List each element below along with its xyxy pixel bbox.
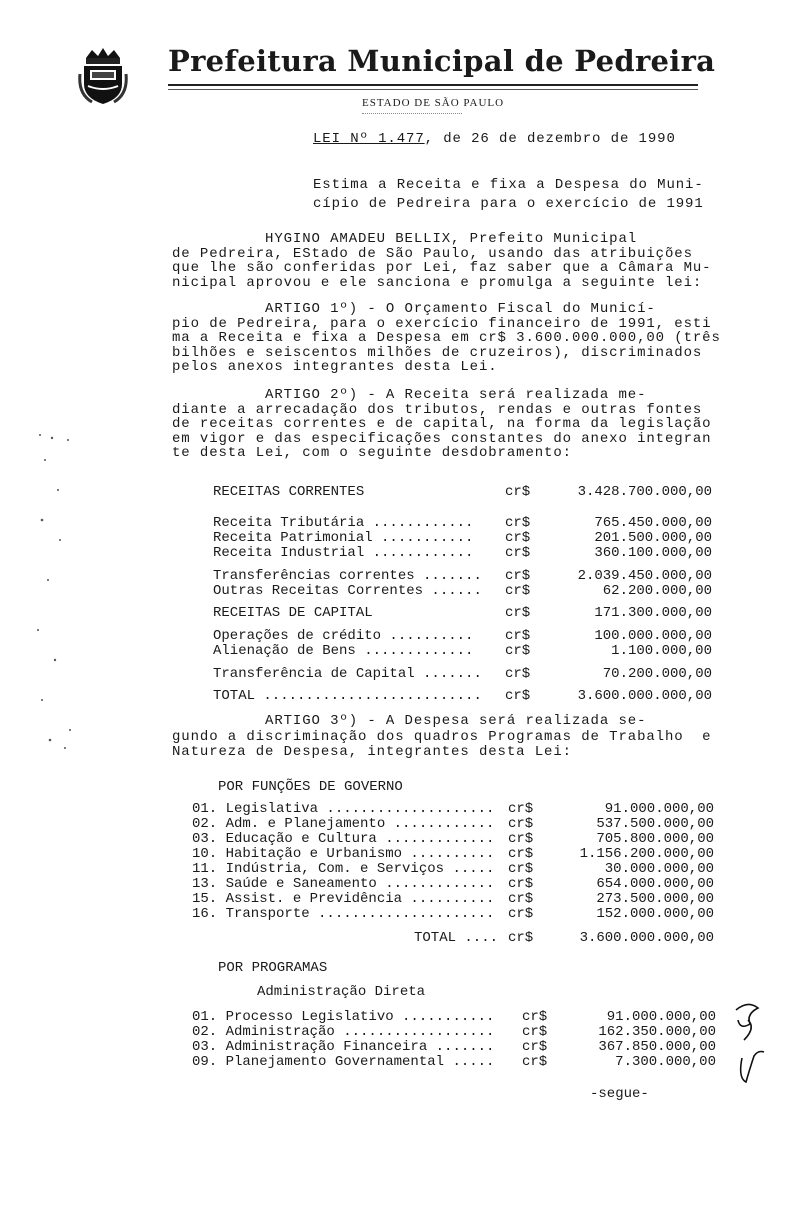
receita-amount: 3.600.000.000,00 — [577, 688, 712, 704]
receita-amount: 3.428.700.000,00 — [577, 484, 712, 500]
funcao-label: 15. Assist. e Previdência .......... — [192, 891, 495, 907]
currency-label: cr$ — [508, 930, 534, 946]
programa-amount: 162.350.000,00 — [598, 1024, 716, 1040]
funcao-amount: 30.000.000,00 — [604, 861, 714, 877]
receita-amount: 171.300.000,00 — [594, 605, 712, 621]
receita-amount: 2.039.450.000,00 — [577, 568, 712, 584]
programa-amount: 91.000.000,00 — [606, 1009, 716, 1025]
state-rule — [362, 113, 462, 114]
currency-label: cr$ — [505, 515, 531, 531]
law-heading — [313, 132, 676, 146]
section-subheading: Administração Direta — [257, 984, 426, 1000]
receita-label: Transferência de Capital ....... — [213, 666, 482, 682]
preamble-line: nicipal aprovou e ele sanciona e promulga a seguinte lei: — [172, 274, 703, 291]
receita-label: Receita Tributária ............ — [213, 515, 474, 531]
currency-label: cr$ — [508, 801, 534, 817]
scan-margin-noise — [30, 430, 90, 760]
artigo1-line: ma a Receita e fixa a Despesa em cr$ 3.600.000.000,00 (três — [172, 330, 721, 346]
law-number: LEI Nº 1.477 — [313, 131, 425, 147]
funcao-label: 13. Saúde e Saneamento ............. — [192, 876, 495, 892]
currency-label: cr$ — [522, 1054, 548, 1070]
funcao-label: 03. Educação e Cultura ............. — [192, 831, 495, 847]
receita-label: TOTAL .......................... — [213, 688, 482, 704]
receita-amount: 360.100.000,00 — [594, 545, 712, 561]
funcao-amount: 152.000.000,00 — [596, 906, 714, 922]
artigo1-line: pio de Pedreira, para o exercício financeiro de 1991, esti — [172, 315, 712, 332]
section-heading: POR FUNÇÕES DE GOVERNO — [218, 779, 403, 795]
total-label: TOTAL .... — [414, 930, 499, 946]
title-rule-thin — [168, 89, 698, 90]
continues-label: -segue- — [590, 1086, 649, 1102]
programa-amount: 367.850.000,00 — [598, 1039, 716, 1055]
preamble-line: de Pedreira, EStado de São Paulo, usando das atribuições — [172, 245, 693, 262]
currency-label: cr$ — [522, 1024, 548, 1040]
artigo2-line: diante a arrecadação dos tributos, rendas e outras fontes — [172, 401, 703, 418]
currency-label: cr$ — [508, 876, 534, 892]
currency-label: cr$ — [522, 1009, 548, 1025]
law-summary-line: cípio de Pedreira para o exercício de 1991 — [313, 196, 704, 212]
currency-label: cr$ — [508, 891, 534, 907]
artigo3-line: gundo a discriminação dos quadros Programas de Trabalho e — [172, 728, 712, 745]
receita-label: Operações de crédito .......... — [213, 628, 474, 644]
programa-label: 02. Administração .................. — [192, 1024, 495, 1040]
artigo2-line: ARTIGO 2º) - A Receita será realizada me- — [172, 387, 647, 403]
municipal-coat-of-arms-logo — [78, 44, 128, 106]
preamble-line: HYGINO AMADEU BELLIX, Prefeito Municipal — [172, 231, 638, 247]
artigo1-line: bilhões e seiscentos milhões de cruzeiros), discriminados — [172, 344, 703, 361]
receita-amount: 100.000.000,00 — [594, 628, 712, 644]
currency-label: cr$ — [505, 643, 531, 659]
programa-label: 03. Administração Financeira ....... — [192, 1039, 495, 1055]
funcao-label: 11. Indústria, Com. e Serviços ..... — [192, 861, 495, 877]
funcao-amount: 537.500.000,00 — [596, 816, 714, 832]
title-rule — [168, 84, 698, 86]
currency-label: cr$ — [522, 1039, 548, 1055]
currency-label: cr$ — [505, 530, 531, 546]
funcao-label: 10. Habitação e Urbanismo .......... — [192, 846, 495, 862]
currency-label: cr$ — [508, 846, 534, 862]
artigo1-line: pelos anexos integrantes desta Lei. — [172, 359, 498, 375]
funcao-amount: 273.500.000,00 — [596, 891, 714, 907]
currency-label: cr$ — [505, 605, 531, 621]
currency-label: cr$ — [508, 816, 534, 832]
receita-label: Transferências correntes ....... — [213, 568, 482, 584]
receita-label: Outras Receitas Correntes ...... — [213, 583, 482, 599]
funcao-label: 01. Legislativa .................... — [192, 801, 495, 817]
receita-label: RECEITAS CORRENTES — [213, 484, 365, 500]
currency-label: cr$ — [505, 484, 531, 500]
funcao-amount: 705.800.000,00 — [596, 831, 714, 847]
artigo3-line: Natureza de Despesa, integrantes desta Lei: — [172, 744, 572, 760]
state-subtitle: ESTADO DE SÃO PAULO — [362, 97, 505, 109]
funcao-amount: 1.156.200.000,00 — [579, 846, 714, 862]
law-date: , de 26 de dezembro de 1990 — [424, 131, 676, 147]
law-summary-line: Estima a Receita e fixa a Despesa do Muni- — [313, 177, 704, 193]
artigo2-line: te desta Lei, com o seguinte desdobramento: — [172, 445, 572, 461]
currency-label: cr$ — [505, 666, 531, 682]
funcao-amount: 91.000.000,00 — [604, 801, 714, 817]
total-amount: 3.600.000.000,00 — [579, 930, 714, 946]
preamble-line: que lhe são conferidas por Lei, faz saber que a Câmara Mu- — [172, 260, 712, 276]
programa-label: 01. Processo Legislativo ........... — [192, 1009, 495, 1025]
artigo2-line: em vigor e das especificações constantes do anexo integran — [172, 430, 712, 447]
currency-label: cr$ — [505, 568, 531, 584]
programa-amount: 7.300.000,00 — [615, 1054, 716, 1070]
currency-label: cr$ — [505, 688, 531, 704]
currency-label: cr$ — [508, 861, 534, 877]
receita-label: Receita Industrial ............ — [213, 545, 474, 561]
receita-label: RECEITAS DE CAPITAL — [213, 605, 373, 621]
receita-amount: 765.450.000,00 — [594, 515, 712, 531]
receita-amount: 1.100.000,00 — [611, 643, 712, 659]
receita-label: Alienação de Bens ............. — [213, 643, 474, 659]
programa-label: 09. Planejamento Governamental ..... — [192, 1054, 495, 1070]
artigo2-line: de receitas correntes e de capital, na forma da legislação — [172, 416, 712, 432]
receita-amount: 70.200.000,00 — [602, 666, 712, 682]
section-heading: POR PROGRAMAS — [218, 960, 328, 976]
currency-label: cr$ — [505, 545, 531, 561]
funcao-label: 16. Transporte ..................... — [192, 906, 495, 922]
currency-label: cr$ — [505, 628, 531, 644]
currency-label: cr$ — [508, 906, 534, 922]
funcao-amount: 654.000.000,00 — [596, 876, 714, 892]
page-title: Prefeitura Municipal de Pedreira — [168, 44, 716, 78]
artigo3-line: ARTIGO 3º) - A Despesa será realizada se- — [172, 713, 647, 729]
receita-amount: 201.500.000,00 — [594, 530, 712, 546]
artigo1-line: ARTIGO 1º) - O Orçamento Fiscal do Municí- — [172, 301, 656, 317]
currency-label: cr$ — [508, 831, 534, 847]
receita-label: Receita Patrimonial ........... — [213, 530, 474, 546]
handwritten-initials — [728, 1000, 778, 1090]
currency-label: cr$ — [505, 583, 531, 599]
funcao-label: 02. Adm. e Planejamento ............ — [192, 816, 495, 832]
receita-amount: 62.200.000,00 — [602, 583, 712, 599]
